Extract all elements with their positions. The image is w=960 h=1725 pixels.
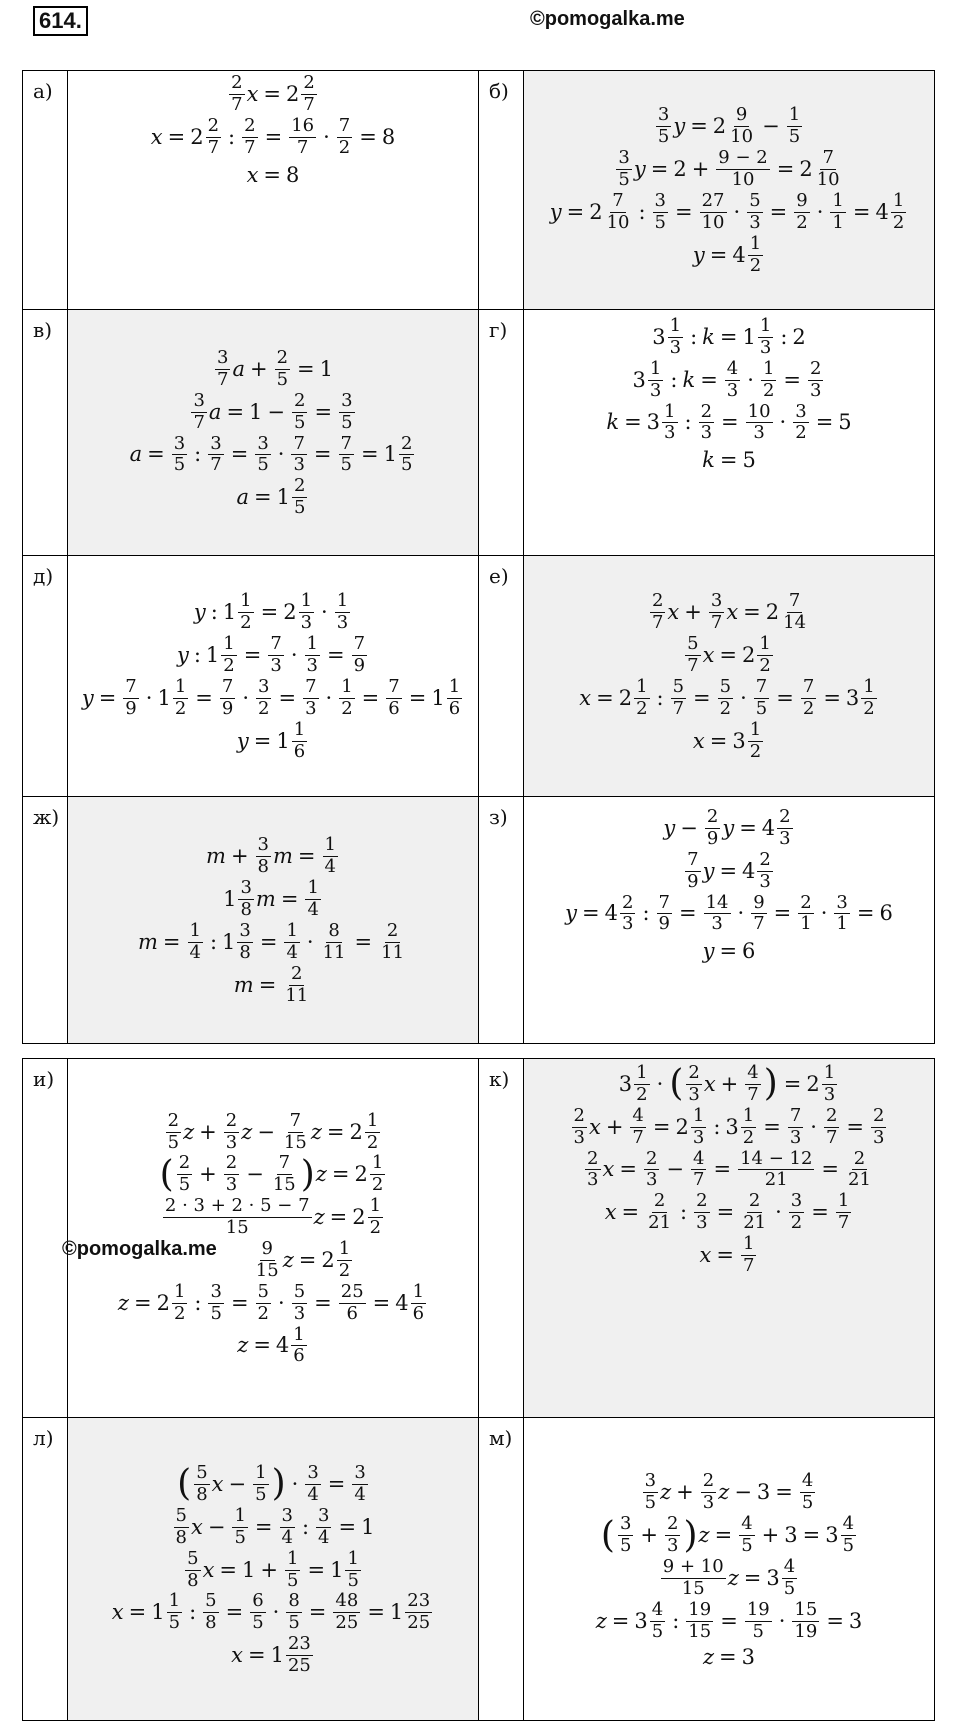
- table-row: [23, 310, 935, 556]
- solution-v: 3 7 a + $\frac{2}{5}$ = 1 $\frac{3}{7}$ a = 1 − $\frac{2}{5}$ = $\frac{3}{5}$ a = $\frac{3}{5}$ : $\frac{3}{7}$ = $\frac{3}{5}$ · $\frac{7}{3}$ = $\frac{7}{5}$ = 1 2 5 a = 1 2 5: [68, 310, 479, 556]
- label-k: к): [479, 1059, 524, 1418]
- solution-g: 3 1 3 : k = 1 1 3 : 2 3 1 3 : k = $\frac{4}{3}$ · $\frac{1}{2}$ = $\frac{2}{3}$ k = 3 1 3 : $\frac{2}{3}$ = $\frac{10}{3}$ · $\frac{3}{2}$ = 5 k = 5: [524, 310, 935, 556]
- solution-k: 3 1 2 · ( 2 3 x + $\frac{4}{7}$ ) = 2 1 3 2 3 x + $\frac{4}{7}$ = 2 1 3 : 3 $\frac{1}{2}$ = $\frac{7}{3}$ · $\frac{2}{7}$ = $\frac{2}{3}$ $\frac{2}{3}$ x = $\frac{2}{3}$ − $\frac{4}{7}$ = $\frac{14 - 12}{21}$ = $\frac{2}{21}$ x = $\frac{2}{21}$ : $\frac{2}{3}$ = $\frac{2}{21}$ · $\frac{3}{2}$ = $\frac{1}{7}$ x = $\frac{1}{7}$: [524, 1059, 935, 1418]
- solution-l: ( 5 8 x − $\frac{1}{5}$ ) · $\frac{3}{4}$ = $\frac{3}{4}$ 5 8 x − $\frac{1}{5}$ = $\frac{3}{4}$ : $\frac{3}{4}$ = 1 $\frac{5}{8}$ x = 1 + $\frac{1}{5}$ = 1 1 5 x = 1 1 5 : $\frac{5}{8}$ = $\frac{6}{5}$ · $\frac{8}{5}$ = $\frac{48}{25}$ = 1 23 25 x = 1 23 25: [68, 1418, 479, 1721]
- solution-zh: m + $\frac{3}{8}$ m = $\frac{1}{4}$ 1 $\frac{3}{8}$ m = $\frac{1}{4}$ m = $\frac{1}{4}$ : 1 $\frac{3}{8}$ = $\frac{1}{4}$ · $\frac{8}{11}$ = $\frac{2}{11}$ m = $\frac{2}{11}$: [68, 797, 479, 1044]
- watermark-middle: ©pomogalka.me: [62, 1238, 217, 1260]
- solutions-table-1: [22, 70, 935, 1044]
- problem-number: 614.: [33, 6, 88, 36]
- watermark: ©pomogalka.me: [530, 8, 685, 30]
- table-row: [23, 797, 935, 1044]
- solution-d: y : 1 $\frac{1}{2}$ = 2 1 3 · 1 3 y : 1 $\frac{1}{2}$ = $\frac{7}{3}$ · $\frac{1}{3}$ = $\frac{7}{9}$ y = $\frac{7}{9}$ · 1 $\frac{1}{2}$ = $\frac{7}{9}$ · $\frac{3}{2}$ = $\frac{7}{3}$ · $\frac{1}{2}$ = $\frac{7}{6}$ = 1 1 6 y = 1 1 6: [68, 556, 479, 797]
- label-l: л): [23, 1418, 68, 1721]
- label-e: е): [479, 556, 524, 797]
- table-row: [23, 71, 935, 310]
- solutions-table-2: [22, 1058, 935, 1721]
- label-v: в): [23, 310, 68, 556]
- solution-z: y − $\frac{2}{9}$ y = 4 2 3 $\frac{7}{9}$ y = 4 2 3 y = 4 2 3 : $\frac{7}{9}$ = $\frac{14}{3}$ · $\frac{9}{7}$ = $\frac{2}{1}$ · $\frac{3}{1}$ = 6 y = 6: [524, 797, 935, 1044]
- label-b: б): [479, 71, 524, 310]
- table-row: [23, 556, 935, 797]
- label-z: з): [479, 797, 524, 1044]
- label-m: м): [479, 1418, 524, 1721]
- label-g: г): [479, 310, 524, 556]
- solution-b: $\frac{3}{5}$ y = 2 9 10 − $\frac{1}{5}$ $\frac{3}{5}$ y = 2 + $\frac{9 - 2}{10}$ = 2 7 10 y = 2 7 10 : $\frac{3}{5}$ = $\frac{27}{10}$ · $\frac{5}{3}$ = $\frac{9}{2}$ · $\frac{1}{1}$ = 4 1 2 y = 4 1 2: [524, 71, 935, 310]
- label-i: и): [23, 1059, 68, 1418]
- solution-i: 2 5 z + $\frac{2}{3}$ z − $\frac{7}{15}$ z = 2 1 2 ( 2 5 + $\frac{2}{3}$ − $\frac{7}{15}$ ) z = 2 1 2 $\frac{2 \cdot 3 + 2 \cdot 5 - 7}{15}$ z = 2 1 2 $\frac{9}{15}$ z = 2 1 2 z = 2 1 2 : $\frac{3}{5}$ = $\frac{5}{2}$ · $\frac{5}{3}$ = $\frac{25}{6}$ = 4 1 6 z = 4 1 6: [68, 1059, 479, 1418]
- solution-e: 2 7 x + $\frac{3}{7}$ x = 2 7 14 $\frac{5}{7}$ x = 2 1 2 x = 2 1 2 : $\frac{5}{7}$ = $\frac{5}{2}$ · $\frac{7}{5}$ = $\frac{7}{2}$ = 3 1 2 x = 3 1 2: [524, 556, 935, 797]
- table-row: [23, 1418, 935, 1721]
- label-d: д): [23, 556, 68, 797]
- solution-a: $\frac{2}{7}$ x = 2 2 7 x = 2 2 7 : $\frac{2}{7}$ = $\frac{16}{7}$ · $\frac{7}{2}$ = 8 x = 8: [68, 71, 479, 310]
- solution-m: 3 5 z + $\frac{2}{3}$ z − 3 = $\frac{4}{5}$ ( 3 5 + $\frac{2}{3}$ ) z = $\frac{4}{5}$ + 3 = 3 4 5 $\frac{9 + 10}{15}$ z = 3 4 5 z = 3 4 5 : $\frac{19}{15}$ = $\frac{19}{5}$ · $\frac{15}{19}$ = 3 z = 3: [524, 1418, 935, 1721]
- label-zh: ж): [23, 797, 68, 1044]
- label-a: а): [23, 71, 68, 310]
